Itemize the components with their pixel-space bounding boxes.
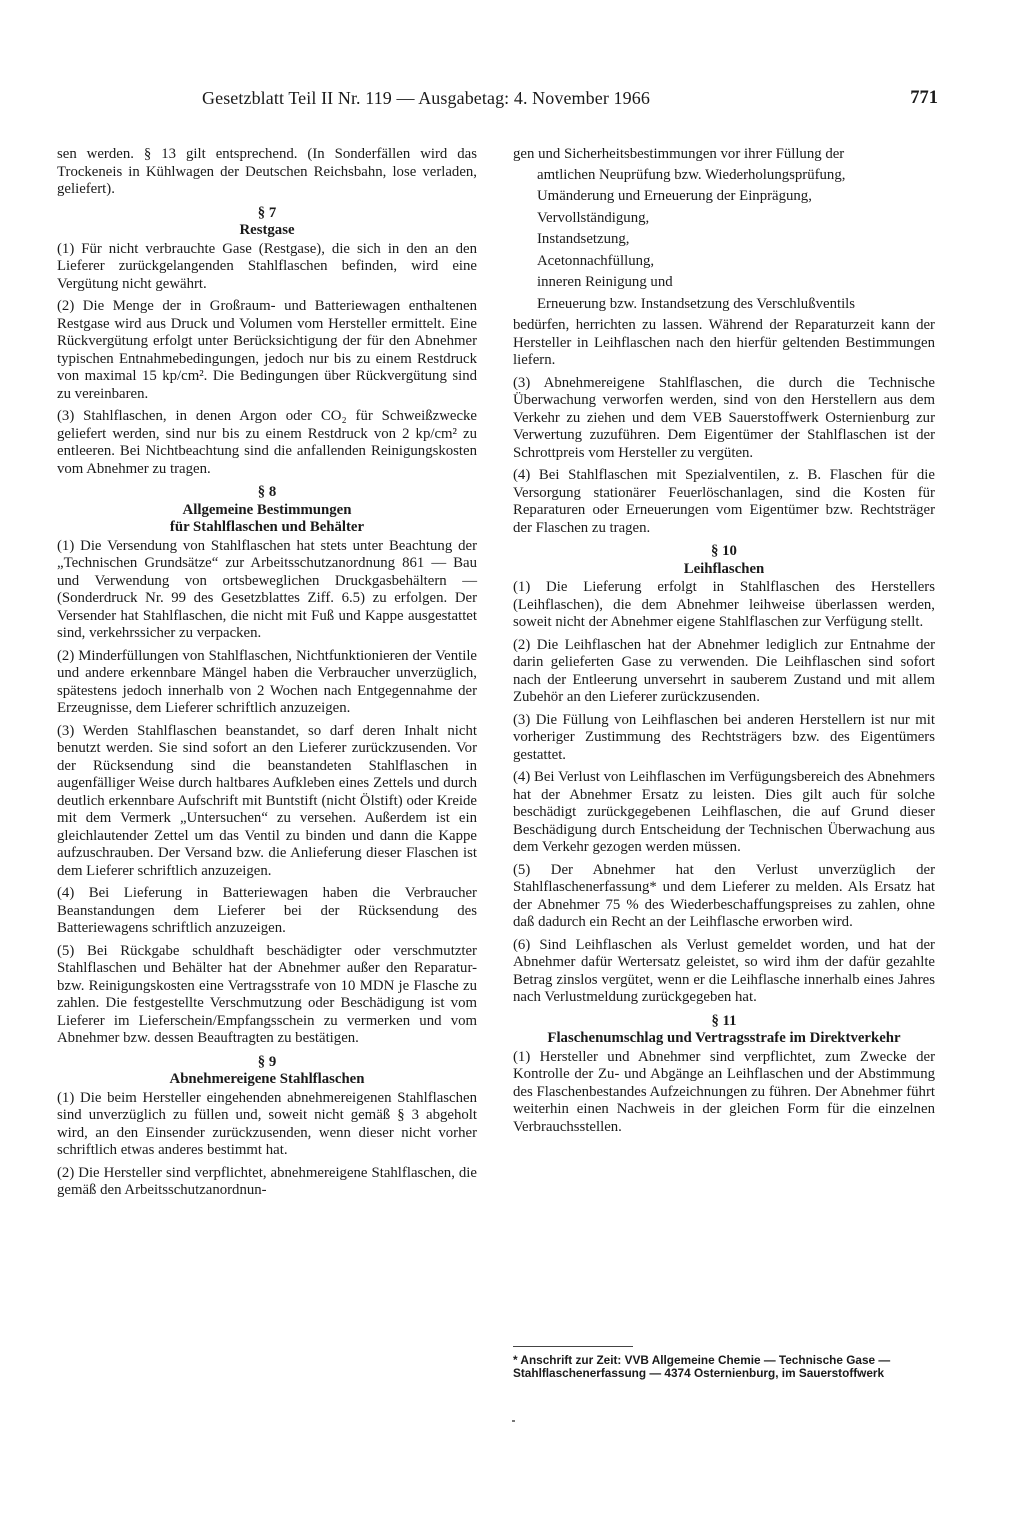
right-column	[513, 146, 935, 1141]
scan-speck	[512, 1420, 515, 1422]
section-8-title-line-1: Allgemeine Bestimmungen	[182, 501, 352, 518]
section-10-title: Leihflaschen	[683, 560, 765, 577]
list-item: amtlichen Neuprüfung bzw. Wiederholungsprüfung,	[537, 166, 846, 183]
section-7-paragraph-1: (1) Für nicht verbrauchte Gase (Restgase), die sich in den an den Lieferer zurückgelangenden Stahlflaschen befinden, wird eine Vergütung nicht gewährt.	[57, 240, 477, 292]
section-9-paragraph-1: (1) Die beim Hersteller eingehenden abnehmereigenen Stahlflaschen sind unverzüglich zu füllen und, soweit nicht gemäß § 3 abgeholt wird, an den Einsender zurückzusenden, wenn dieser nicht vorher schriftlich etwas anderes bestimmt hat.	[57, 1089, 477, 1158]
section-8-paragraph-2: (2) Minderfüllungen von Stahlflaschen, Nichtfunktionieren der Ventile und andere erkennbare Mängel haben die Verbraucher unverzüglich, spätestens jedoch innerhalb von 2 Wochen nach Entgegennahme der Erzeugnisse, dem Lieferer schriftlich anzuzeigen.	[57, 647, 477, 716]
section-9-title: Abnehmereigene Stahlflaschen	[169, 1071, 365, 1087]
section-8-number: § 8	[257, 484, 277, 500]
section-10-paragraph-4: (4) Bei Verlust von Leihflaschen im Verfügungsbereich des Abnehmers hat der Abnehmer Ersatz zu leisten. Dies gilt auch für solche beschädigt zurückgegebenen Leihflaschen, die auf Grund dieser Beschädigung durch Entscheidung der Technischen Überwachung aus dem Verkehr gezogen werden müssen.	[513, 769, 935, 855]
requirements-list	[513, 167, 935, 314]
section-10-paragraph-1: (1) Die Lieferung erfolgt in Stahlflaschen des Herstellers (Leihflaschen), die dem Abnehmer leihweise überlassen werden, soweit nicht der Abnehmer eigene Stahlflaschen zur Verfügung stellt.	[513, 579, 935, 630]
list-item: Umänderung und Erneuerung der Einprägung,	[537, 188, 812, 204]
section-9-number: § 9	[257, 1053, 277, 1070]
list-item: Erneuerung bzw. Instandsetzung des Verschlußventils	[537, 295, 856, 312]
section-10-paragraph-6: (6) Sind Leihflaschen als Verlust gemeldet worden, und hat der Abnehmer dafür Wertersatz geleistet, so wird ihm der dafür gezahlte Betrag zinslos vergütet, wenn er die Leihflasche innerhalb eines Jahres nach Verlustmeldung zurückgegeben hat.	[513, 936, 935, 1005]
section-10-paragraph-5: (5) Der Abnehmer hat den Verlust unverzüglich der Stahlflaschenerfassung* und dem Lieferer zu melden. Als Ersatz hat der Abnehmer 75 % des Wiederbeschaffungspreises zu zahlen, ohne daß dadurch ein Recht an der Leihflasche erworben wird.	[513, 861, 935, 930]
after-list-paragraph: bedürfen, herrichten zu lassen. Während der Reparaturzeit kann der Hersteller in Leihflaschen nach den hierfür geltenden Bestimmungen liefern.	[513, 317, 935, 368]
list-item: Vervollständigung,	[537, 209, 650, 226]
continued-paragraph: sen werden. § 13 gilt entsprechend. (In Sonderfällen wird das Trockeneis in Kühlwagen der Deutschen Reichsbahn, lose verladen, geliefert).	[57, 146, 477, 197]
section-11-paragraph-1: (1) Hersteller und Abnehmer sind verpflichtet, zum Zwecke der Kontrolle der Zu- und Abgänge an Leihflaschen und der Abstimmung des Flaschenbestandes Aufzeichnungen zu führen. Der Abnehmer führt weiterhin einen Nachweis in der gleichen Form für die einzelnen Verbrauchsstellen.	[513, 1048, 935, 1135]
footnote-rule	[513, 1346, 633, 1347]
section-10-paragraph-2: (2) Die Leihflaschen hat der Abnehmer lediglich zur Entnahme der darin gelieferten Gase zu verwenden. Die Leihflaschen sind sofort nach der Entleerung unversehrt in sauberem Zustand und mit allem Zubehör an den Lieferer zurückzusenden.	[513, 636, 935, 705]
section-8-paragraph-3: (3) Werden Stahlflaschen beanstandet, so darf deren Inhalt nicht benutzt werden. Sie sind sofort an den Lieferer zurückzusenden. Vor der Rücksendung sind die beanstandeten Stahlflaschen in augenfälliger Weise durch haltbares Aufkleben eines Zettels und durch deutlich erkennbare Aufschrift mit Buntstift (nicht Ölstift) oder Kreide mit dem Vermerk „Untersuchen“ zu versehen. Außerdem ist ein gleichlautender Zettel um das Ventil zu binden und dann die Kappe aufzuschrauben. Der Versand bzw. die Anlieferung dieser Flaschen ist dem Lieferer schriftlich anzuzeigen.	[57, 722, 477, 879]
section-7-paragraph-2: (2) Die Menge der in Großraum- und Batteriewagen enthaltenen Restgase wird aus Druck und Volumen vom Hersteller ermittelt. Eine Rückvergütung erfolgt unter Berücksichtigung der für den Abnehmer typischen Entnahmebedingungen, jedoch nur bis zu einem Restdruck von maximal 15 kp/cm². Die Bedingungen über Rückvergütung sind zu vereinbaren.	[57, 298, 477, 402]
section-9-paragraph-3: (3) Abnehmereigene Stahlflaschen, die durch die Technische Überwachung verworfen werden, sind von den Herstellern aus dem Verkehr zu ziehen und dem VEB Sauerstoffwerk Osternienburg zur Verwertung zuzuführen. Dem Eigentümer der Stahlflaschen ist der Schrottpreis vom Hersteller zu vergüten.	[513, 374, 935, 461]
section-7-paragraph-3: (3) Stahlflaschen, in denen Argon oder CO₂ für Schweißzwecke geliefert werden, sind nur bis zu einem Restdruck von 2 kp/cm² zu entleeren. Bei Nichtbeachtung sind die anfallenden Reinigungskosten vom Abnehmer zu tragen.	[57, 408, 477, 477]
page-number: 771	[910, 88, 938, 108]
section-11-title: Flaschenumschlag und Vertragsstrafe im Direktverkehr	[547, 1030, 901, 1046]
section-8-paragraph-4: (4) Bei Lieferung in Batteriewagen haben die Verbraucher Beanstandungen dem Lieferer bei der Rücksendung des Batteriewagens schriftlich anzuzeigen.	[57, 885, 477, 936]
section-9-paragraph-4: (4) Bei Stahlflaschen mit Spezialventilen, z. B. Flaschen für die Versorgung stationärer Feuerlöschanlagen, sind die Kosten für Reparaturen oder Erneuerungen vom Eigentümer bzw. Rechtsträger der Flaschen zu tragen.	[513, 467, 935, 536]
section-7-number: § 7	[257, 204, 277, 221]
footnote: * Anschrift zur Zeit: VVB Allgemeine Chemie — Technische Gase — Stahlflaschenerfassung — 4374 Osternienburg, im Sauerstoffwerk	[513, 1353, 891, 1380]
continued-paragraph-right: gen und Sicherheitsbestimmungen vor ihrer Füllung der	[513, 146, 845, 162]
left-column	[57, 146, 477, 1205]
section-7-title: Restgase	[239, 222, 295, 238]
section-11-number: § 11	[711, 1012, 737, 1029]
section-10-paragraph-3: (3) Die Füllung von Leihflaschen bei anderen Herstellern ist nur mit vorheriger Zustimmung des Rechtsträgers bzw. des Eigentümers gestattet.	[513, 711, 935, 763]
list-item: inneren Reinigung und	[537, 274, 673, 290]
list-item: Instandsetzung,	[537, 231, 630, 247]
section-8-paragraph-5: (5) Bei Rückgabe schuldhaft beschädigter oder verschmutzter Stahlflaschen und Behälter hat der Abnehmer außer den Reparatur- bzw. Reinigungskosten eine Vertragsstrafe von 10 MDN je Flasche zu zahlen. Die festgestellte Verschmutzung oder Beschädigung ist vom Lieferer im Lieferschein/Empfangsschein zu vermerken und vom Abnehmer bzw. dessen Beauftragten zu bestätigen.	[57, 942, 477, 1046]
header-title: Gesetzblatt Teil II Nr. 119 — Ausgabetag: 4. November 1966	[202, 88, 650, 108]
section-8-paragraph-1: (1) Die Versendung von Stahlflaschen hat stets unter Beachtung der „Technischen Grundsätze“ zur Arbeitsschutzanordnung 861 — Bau und Verwendung von ortsbeweglichen Druckgasbehältern — (Sonderdruck Nr. 99 des Gesetzblattes Ziff. 6.5) zu erfolgen. Der Versender hat Stahlflaschen, die nicht mit Fuß und Kappe ausgestattet sind, verkehrssicher zu verpacken.	[57, 537, 477, 641]
section-9-paragraph-2: (2) Die Hersteller sind verpflichtet, abnehmereigene Stahlflaschen, die gemäß den Arbeitsschutzanordnun-	[57, 1164, 477, 1198]
list-item: Acetonnachfüllung,	[537, 252, 655, 269]
section-10-number: § 10	[711, 543, 737, 559]
section-8-title-line-2: für Stahlflaschen und Behälter	[169, 519, 365, 535]
running-header	[202, 88, 938, 112]
